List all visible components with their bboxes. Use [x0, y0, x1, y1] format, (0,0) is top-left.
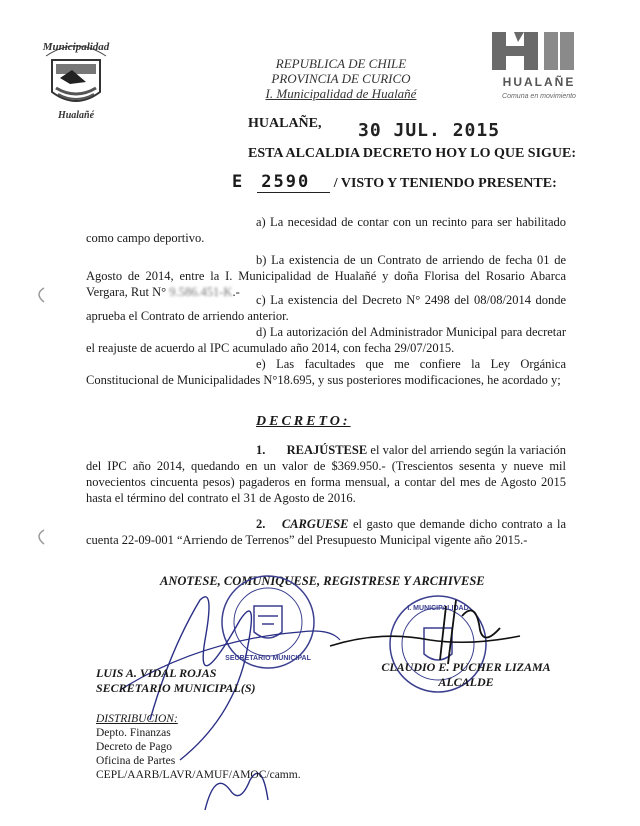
consideration-d: d) La autorización del Administrador Municipal para decretar el reajuste de acuerdo al IPC acumulado año 2014, con fecha 29/07/2015. [86, 325, 566, 355]
closing-formula: ANOTESE, COMUNIQUESE, REGISTRESE Y ARCHIVESE [160, 574, 485, 588]
resolution-1: 1. REAJÚSTESE el valor del arriendo según la variación del IPC año 2014, quedando en un valor de $369.950.- (Trescientos sesenta y nueve mil novecientos cincuenta pesos) pagaderos en forma mensual, a contar del mes de Agosto 2015 hasta el término del contrato el 31 de Agosto de 2016. [86, 443, 566, 505]
mayor-signature-block [366, 660, 566, 690]
decree-intro: ESTA ALCALDIA DECRETO HOY LO QUE SIGUE: [248, 146, 577, 161]
place-name: HUALAÑE, [248, 116, 322, 131]
distribution-item: CEPL/AARB/LAVR/AMUF/AMOC/camm. [96, 769, 301, 781]
consideration-a: a) La necesidad de contar con un recinto para ser habilitado como campo deportivo. [86, 215, 566, 245]
decreto-heading: DECRETO: [256, 414, 351, 429]
secretary-signature-block [96, 666, 256, 696]
seal-right-text: I. MUNICIPALIDAD [407, 605, 469, 612]
decree-number: 2590 [257, 172, 330, 193]
resolution-2: 2. CARGUESE el gasto que demande dicho contrato a la cuenta 22-09-001 “Arriendo de Terrenos” del Presupuesto Municipal vigente año 2015.- [86, 517, 566, 547]
decree-prefix: E [232, 172, 245, 192]
distribution-item: Depto. Finanzas [96, 727, 171, 739]
secretary-seal [222, 576, 314, 668]
consideration-c: c) La existencia del Decreto N° 2498 del 08/08/2014 donde aprueba el Contrato de arriendo anterior. [86, 293, 566, 323]
header-province: PROVINCIA DE CURICO [271, 71, 411, 86]
distribution-item: Oficina de Partes [96, 755, 176, 767]
mayor-title: ALCALDE [438, 675, 494, 689]
distribution-title: DISTRIBUCION: [96, 713, 178, 725]
decree-number-row [232, 172, 557, 192]
consideration-b: b) La existencia de un Contrato de arriendo de fecha 01 de Agosto de 2014, entre la I. Municipalidad de Hualañé y doña Florisa del Rosario Abarca Vergara, Rut N° 9.586.451-K.- [86, 253, 566, 299]
municipality-emblem-logo [30, 30, 122, 122]
date-stamp: 30 JUL. 2015 [358, 120, 501, 141]
logo-bottom-text: Hualañé [57, 110, 95, 121]
mayor-name: CLAUDIO E. PUCHER LIZAMA [381, 660, 551, 674]
hualane-brand-logo [484, 30, 594, 102]
distribution-item: Decreto de Pago [96, 741, 172, 753]
header-country: REPUBLICA DE CHILE [275, 56, 407, 71]
consideration-e: e) Las facultades que me confiere la Ley Orgánica Constitucional de Municipalidades N°18.695, y sus posteriores modificaciones, he acordado y; [86, 357, 566, 387]
distribution-list [96, 712, 301, 782]
secretary-title: SECRETARIO MUNICIPAL(S) [96, 681, 256, 695]
brand-tagline: Comuna en movimiento [502, 93, 576, 100]
logo-top-text: Municipalidad [42, 41, 110, 53]
secretary-name: LUIS A. VIDAL ROJAS [96, 666, 217, 680]
header-block [236, 56, 446, 101]
brand-name: HUALAÑE [502, 75, 576, 89]
redacted-rut: 9.586.451-K [169, 285, 233, 299]
header-municipality: I. Municipalidad de Hualañé [265, 86, 417, 101]
seal-left-text: SECRETARIO MUNICIPAL [225, 655, 311, 662]
visto-heading: / VISTO Y TENIENDO PRESENTE: [333, 176, 557, 191]
